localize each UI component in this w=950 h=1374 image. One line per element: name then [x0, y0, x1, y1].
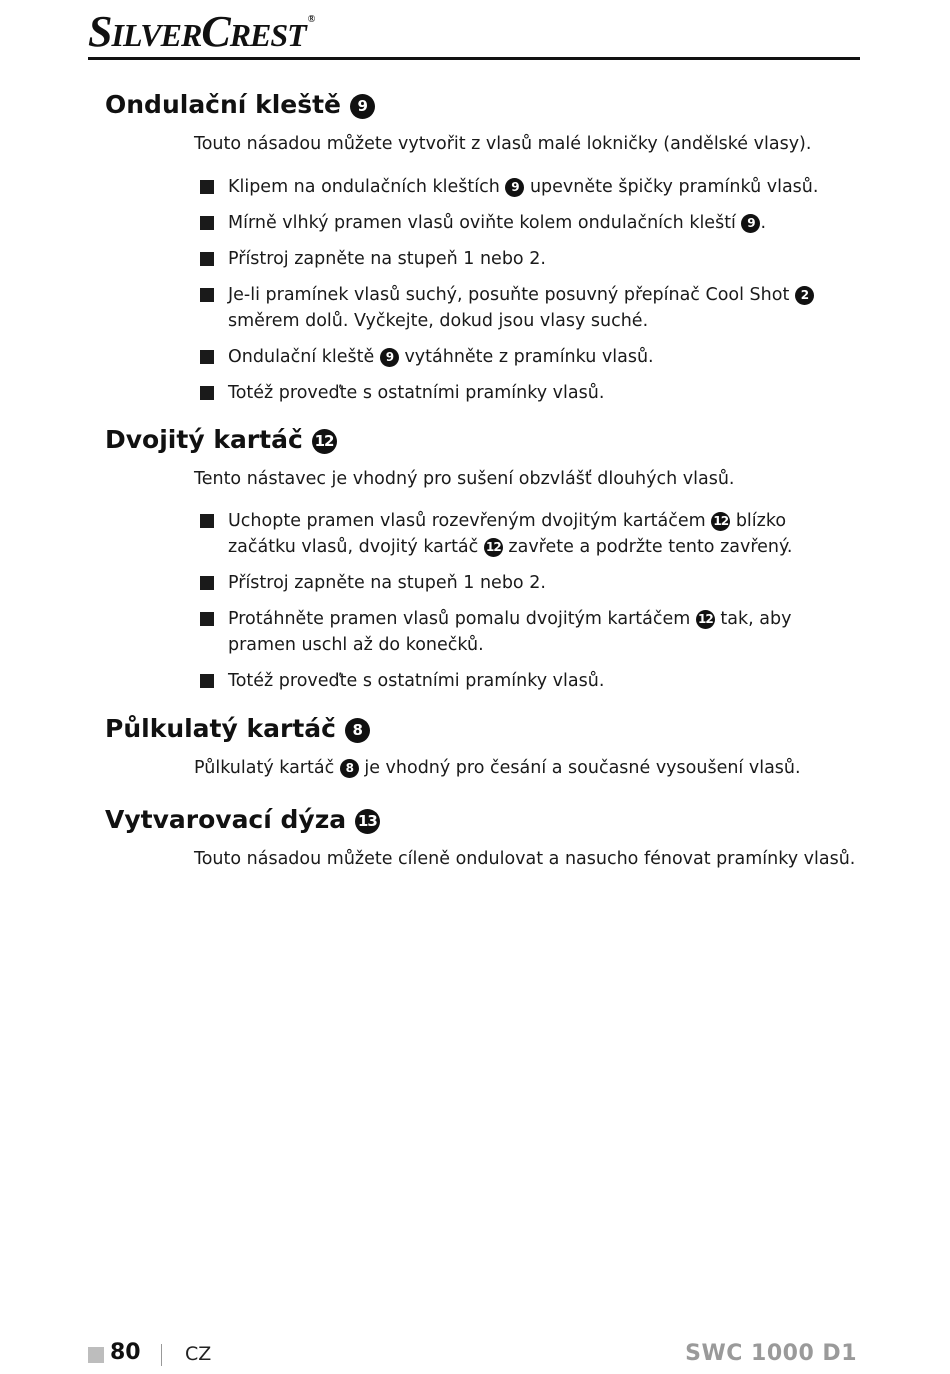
list-item: Přístroj zapněte na stupeň 1 nebo 2.	[200, 570, 840, 596]
bullet-square-icon	[200, 180, 214, 194]
reference-number-icon: 12	[484, 538, 503, 557]
reference-number-icon: 12	[711, 512, 730, 531]
list-item: Ondulační kleště 9 vytáhněte z pramínku vlasů.	[200, 344, 840, 370]
page-number: 80	[110, 1340, 141, 1365]
section-title-half-round-brush: Půlkulatý kartáč 8	[105, 714, 370, 743]
reference-number-icon: 12	[312, 429, 337, 454]
header-rule	[88, 57, 860, 60]
reference-number-icon: 12	[696, 610, 715, 629]
reference-number-icon: 9	[741, 214, 760, 233]
reference-number-icon: 13	[355, 809, 380, 834]
list-item: Mírně vlhký pramen vlasů oviňte kolem ondulačních kleští 9 .	[200, 210, 840, 236]
footer-square-icon	[88, 1347, 104, 1363]
bullet-square-icon	[200, 252, 214, 266]
list-item: Totéž proveďte s ostatními pramínky vlasů.	[200, 380, 840, 406]
model-number: SWC 1000 D1	[685, 1341, 857, 1366]
reference-number-icon: 8	[340, 759, 359, 778]
language-code: CZ	[185, 1343, 212, 1365]
list-item: Je-li pramínek vlasů suchý, posuňte posuvný přepínač Cool Shot 2 směrem dolů. Vyčkejte, dokud jsou vlasy suché.	[200, 282, 840, 334]
bullet-square-icon	[200, 514, 214, 528]
list-item: Totéž proveďte s ostatními pramínky vlasů.	[200, 668, 840, 694]
footer-divider	[161, 1344, 162, 1366]
bullet-square-icon	[200, 350, 214, 364]
section-title-curling-tongs: Ondulační kleště 9	[105, 90, 375, 119]
section-title-styling-nozzle: Vytvarovací dýza 13	[105, 805, 380, 834]
reference-number-icon: 8	[345, 718, 370, 743]
section-title-double-brush: Dvojitý kartáč 12	[105, 425, 337, 454]
reference-number-icon: 9	[380, 348, 399, 367]
section-intro: Touto násadou můžete cíleně ondulovat a nasucho fénovat pramínky vlasů.	[194, 849, 856, 869]
silvercrest-logo: SILVERCREST ®	[88, 7, 315, 56]
reference-number-icon: 9	[350, 94, 375, 119]
bullet-square-icon	[200, 576, 214, 590]
list-item: Protáhněte pramen vlasů pomalu dvojitým kartáčem 12 tak, aby pramen uschl až do konečků.	[200, 606, 840, 658]
section-intro: Půlkulatý kartáč 8 je vhodný pro česání a současné vysoušení vlasů.	[194, 758, 801, 778]
list-item: Uchopte pramen vlasů rozevřeným dvojitým kartáčem 12 blízko začátku vlasů, dvojitý kartáč 12 zavřete a podržte tento zavřený.	[200, 508, 840, 560]
section-intro: Tento nástavec je vhodný pro sušení obzvlášť dlouhých vlasů.	[194, 469, 735, 489]
list-item: Klipem na ondulačních kleštích 9 upevněte špičky pramínků vlasů.	[200, 174, 840, 200]
section-intro: Touto násadou můžete vytvořit z vlasů malé lokničky (andělské vlasy).	[194, 134, 812, 154]
bullet-square-icon	[200, 288, 214, 302]
bullet-square-icon	[200, 216, 214, 230]
bullet-square-icon	[200, 674, 214, 688]
reference-number-icon: 2	[795, 286, 814, 305]
reference-number-icon: 9	[505, 178, 524, 197]
bullet-square-icon	[200, 386, 214, 400]
bullet-square-icon	[200, 612, 214, 626]
list-item: Přístroj zapněte na stupeň 1 nebo 2.	[200, 246, 840, 272]
